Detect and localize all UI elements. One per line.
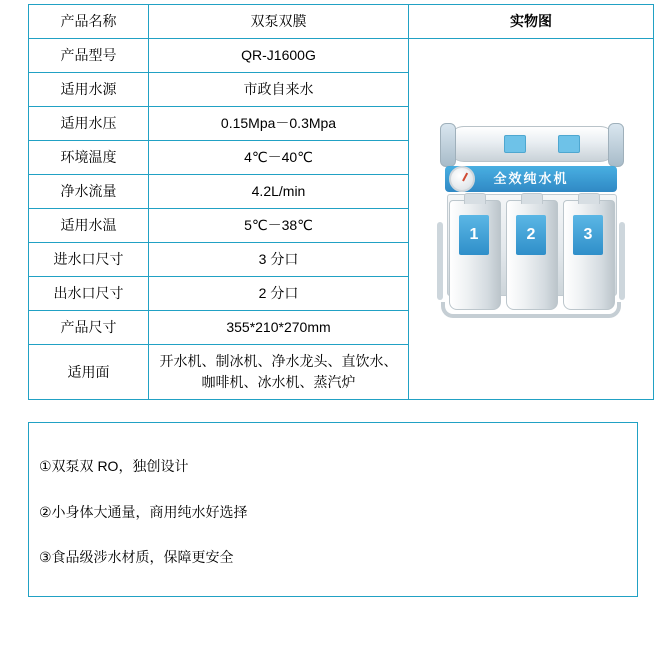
- tube-left: [437, 222, 443, 300]
- ro-membrane-housing: [447, 126, 617, 162]
- row-value: 0.15Mpa－0.3Mpa: [149, 107, 409, 141]
- row-value: 市政自来水: [149, 73, 409, 107]
- filter-canister: [563, 200, 615, 310]
- row-label: 净水流量: [29, 175, 149, 209]
- row-value: 4℃－40℃: [149, 141, 409, 175]
- machine-base: [441, 302, 621, 318]
- canister-neck: [464, 193, 486, 204]
- row-value: 355*210*270mm: [149, 311, 409, 345]
- note-item: ②小身体大通量，商用纯水好选择: [39, 503, 248, 520]
- image-column-header: 实物图: [409, 5, 654, 39]
- row-value: 开水机、制冰机、净水龙头、直饮水、 咖啡机、冰水机、蒸汽炉: [149, 345, 409, 400]
- specification-table: [28, 4, 654, 400]
- filter-label: 3: [573, 215, 603, 255]
- row-value: 3 分口: [149, 243, 409, 277]
- row-label: 适用水压: [29, 107, 149, 141]
- row-label: 适用水温: [29, 209, 149, 243]
- membrane-cap-right: [608, 123, 624, 167]
- row-label: 环境温度: [29, 141, 149, 175]
- row-label: 产品名称: [29, 5, 149, 39]
- canister-neck: [521, 193, 543, 204]
- row-label: 适用面: [29, 345, 149, 400]
- membrane-window: [504, 135, 526, 153]
- canister-neck: [578, 193, 600, 204]
- row-label: 进水口尺寸: [29, 243, 149, 277]
- row-label: 出水口尺寸: [29, 277, 149, 311]
- filter-label: 2: [516, 215, 546, 255]
- row-label: 产品型号: [29, 39, 149, 73]
- row-value: 5℃－38℃: [149, 209, 409, 243]
- row-value: 双泵双膜: [149, 5, 409, 39]
- table-row: [29, 5, 654, 39]
- row-value: 2 分口: [149, 277, 409, 311]
- notes-box: [28, 422, 638, 597]
- membrane-window: [558, 135, 580, 153]
- row-value: 4.2L/min: [149, 175, 409, 209]
- filter-canister: [449, 200, 501, 310]
- spec-sheet: [28, 4, 640, 597]
- note-item: ①双泵双 RO，独创设计: [39, 458, 189, 474]
- row-label: 适用水源: [29, 73, 149, 107]
- tube-right: [619, 222, 625, 300]
- product-illustration: [431, 104, 631, 334]
- row-label: 产品尺寸: [29, 311, 149, 345]
- table-row: [29, 39, 654, 73]
- filter-canister: [506, 200, 558, 310]
- brand-banner: 全效纯水机: [445, 166, 617, 192]
- filter-label: 1: [459, 215, 489, 255]
- membrane-cap-left: [440, 123, 456, 167]
- product-image-cell: [409, 39, 654, 400]
- row-value: QR-J1600G: [149, 39, 409, 73]
- pressure-gauge-icon: [449, 166, 475, 192]
- note-item: ③食品级涉水材质，保障更安全: [39, 549, 234, 566]
